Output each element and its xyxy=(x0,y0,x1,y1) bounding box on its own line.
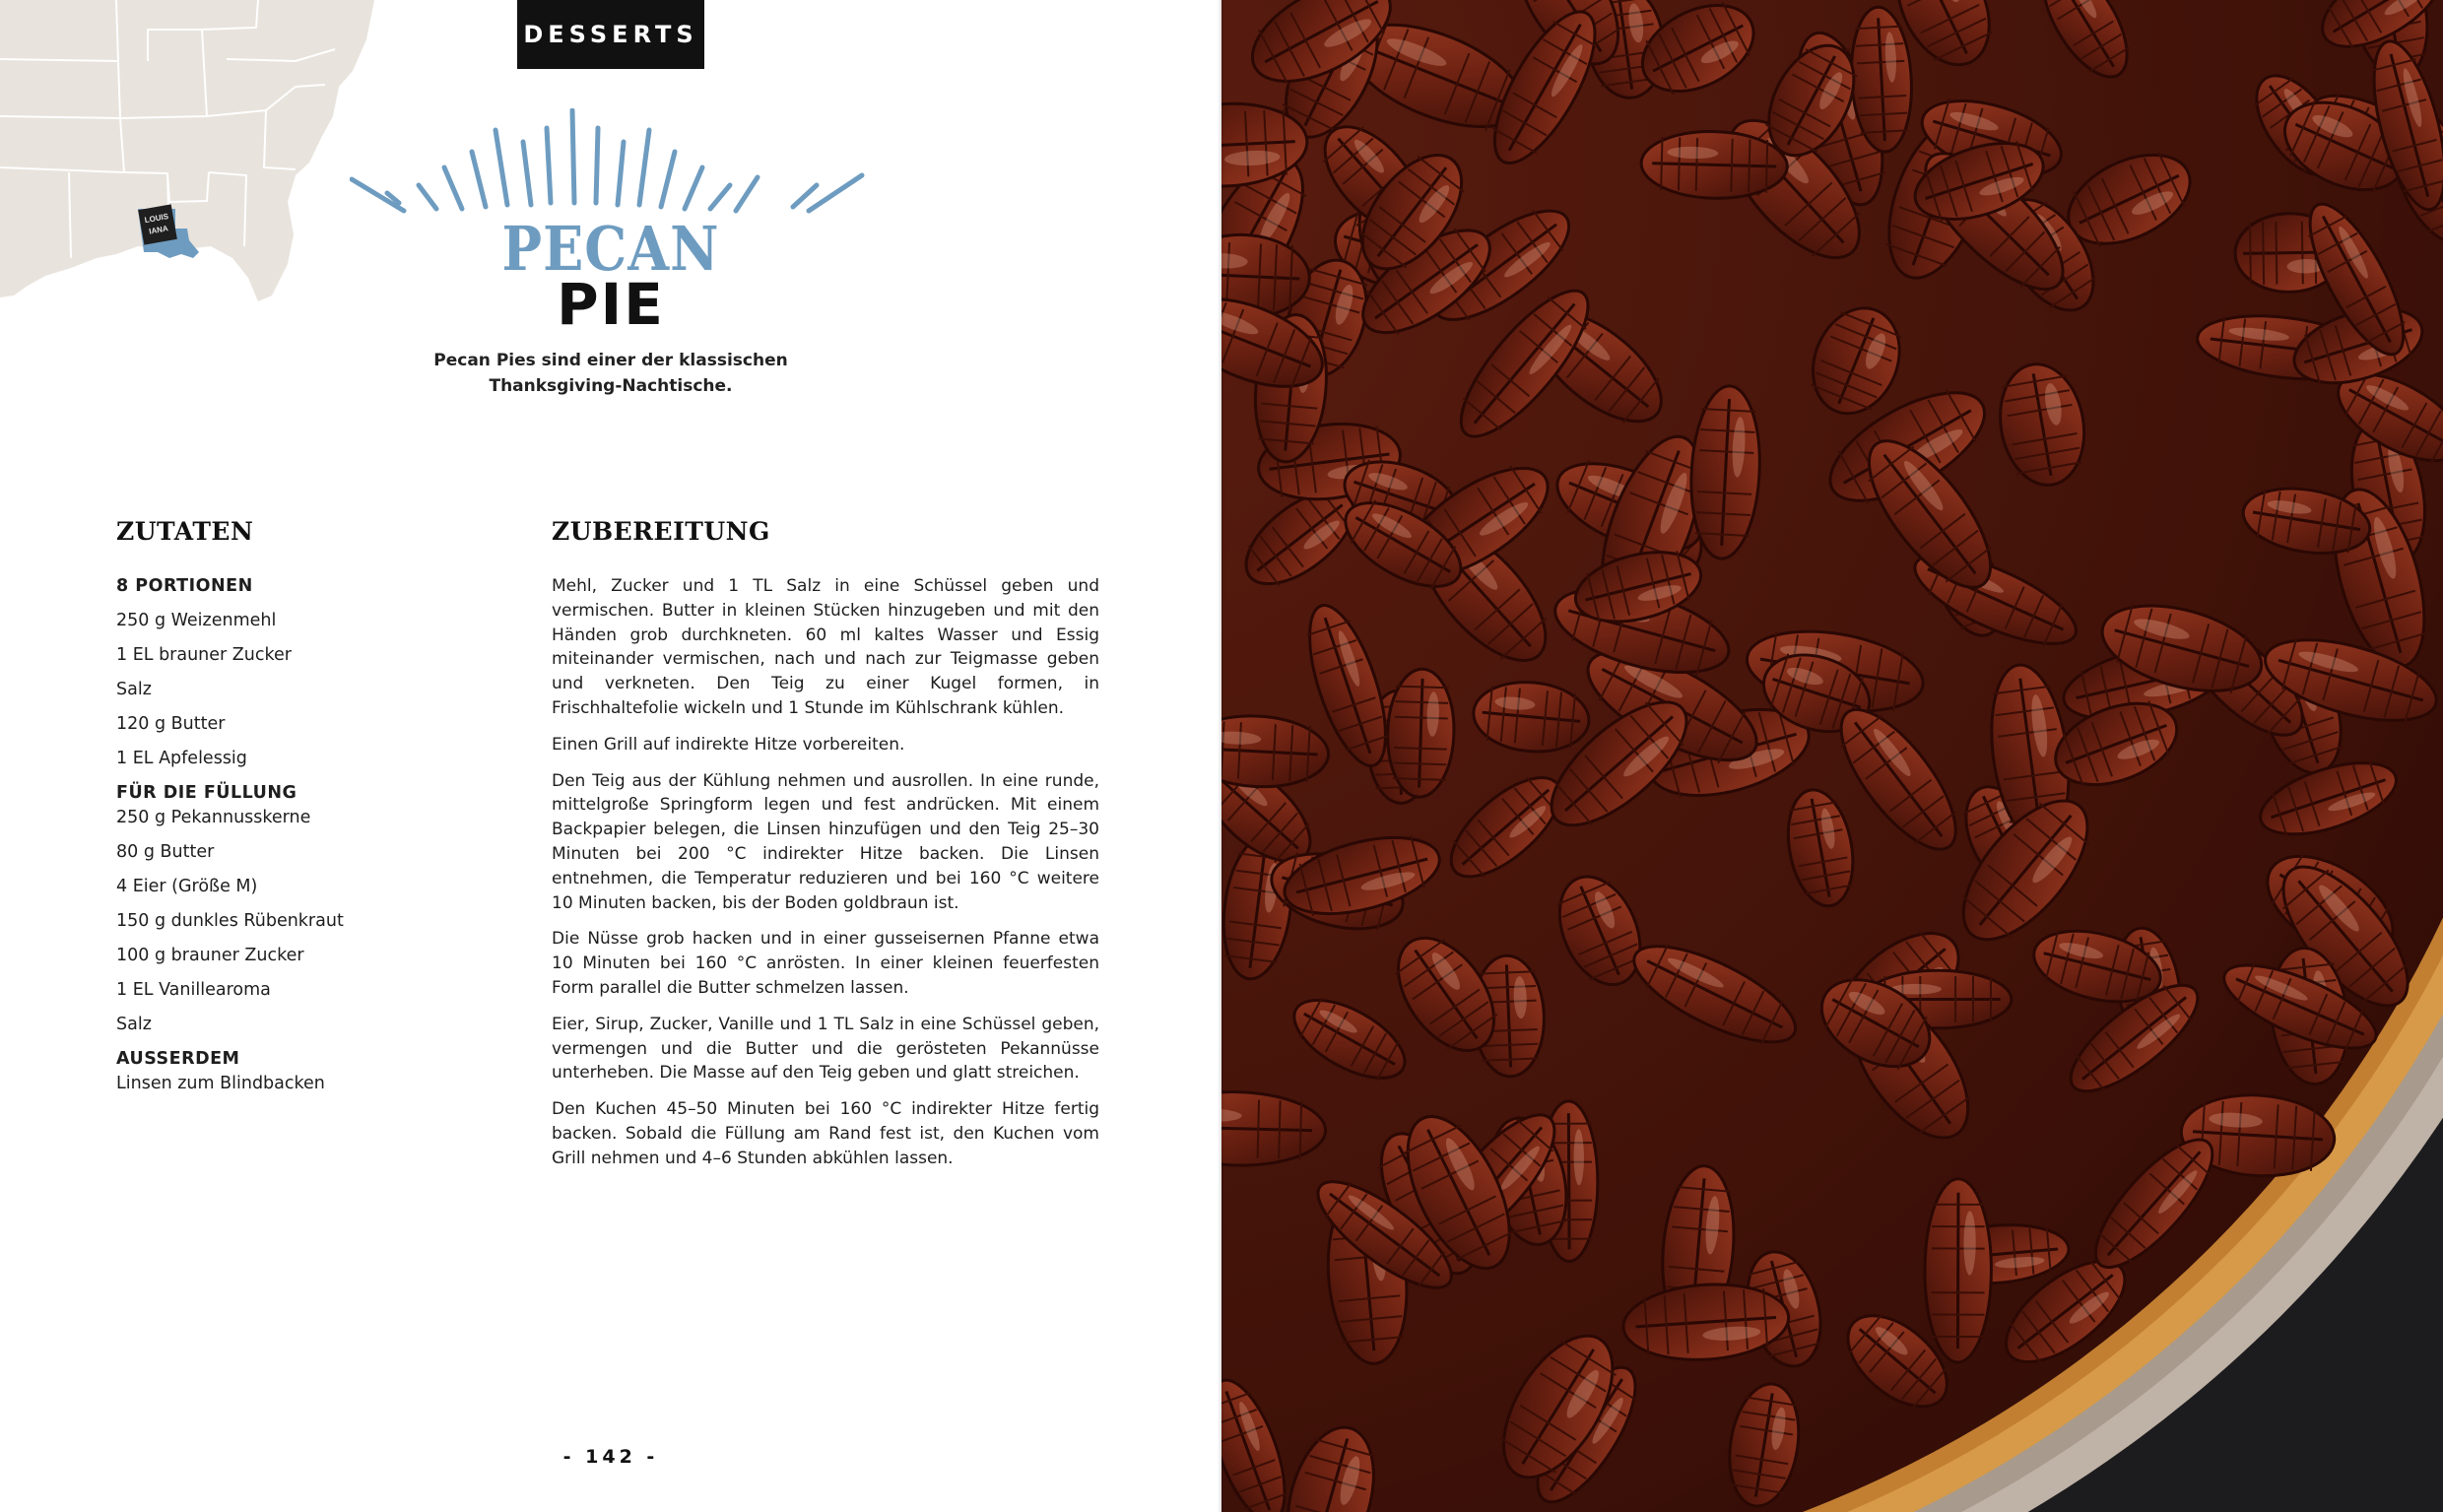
section-label: DESSERTS xyxy=(523,21,698,48)
pecan-pie-photo xyxy=(1222,0,2443,1512)
ingredient-item: Salz xyxy=(116,680,152,699)
ingredient-item: 1 EL Apfelessig xyxy=(116,749,247,768)
pie-photo-illustration xyxy=(1222,0,2443,1512)
recipe-intro xyxy=(414,348,808,399)
page-number: - 142 - xyxy=(562,1446,659,1468)
intro-line-1: Pecan Pies sind einer der klassischen xyxy=(433,351,788,370)
ingredient-item: Salz xyxy=(116,1015,152,1034)
recipe-title-line1: PECAN xyxy=(501,212,720,285)
recipe-title-line2: PIE xyxy=(557,271,665,338)
preparation-step: Die Nüsse grob hacken und in einer gusseisernen Pfanne etwa 10 Minuten bei 160 °C anrösten. In einer kleinen feuerfesten Form parallel die Butter schmelzen lassen. xyxy=(552,929,1099,998)
preparation-step: Eier, Sirup, Zucker, Vanille und 1 TL Salz in eine Schüssel geben, vermengen und die Butter und die gerösteten Pekannüsse unterheben. Die Masse auf den Teig geben und glatt streichen. xyxy=(552,1014,1099,1084)
ingredients-heading: ZUTATEN xyxy=(116,517,254,546)
ingredient-item: 80 g Butter xyxy=(116,842,215,862)
ingredient-item: 250 g Pekannusskerne xyxy=(116,808,311,827)
intro-line-2: Thanksgiving-Nachtische. xyxy=(489,376,733,396)
servings-label: 8 PORTIONEN xyxy=(116,576,253,596)
us-map-illustration xyxy=(0,0,374,305)
section-tab xyxy=(517,0,704,69)
preparation-step: Mehl, Zucker und 1 TL Salz in eine Schüssel geben und vermischen. Butter in kleinen Stücken hinzugeben und mit den Händen grob durchkneten. 60 ml kaltes Wasser und Essig miteinander vermischen, nach und nach zur Teigmasse geben und verkneten. Den Teig zu einer Kugel formen, in Frischhaltefolie wickeln und 1 Stunde im Kühlschrank kühlen. xyxy=(552,576,1099,718)
extra-title: AUSSERDEM xyxy=(116,1049,240,1069)
us-southeast-landmass xyxy=(0,0,374,301)
svg-text:LOUIS: LOUIS xyxy=(144,212,169,226)
title-sunburst-rays xyxy=(350,108,867,222)
preparation-steps xyxy=(552,574,1099,1183)
book-spine-shadow xyxy=(1218,0,1225,1512)
preparation-heading: ZUBEREITUNG xyxy=(552,517,770,546)
ingredient-item: 120 g Butter xyxy=(116,714,226,734)
ingredient-item: 4 Eier (Größe M) xyxy=(116,877,258,896)
svg-text:IANA: IANA xyxy=(148,224,169,236)
ingredient-item: 100 g brauner Zucker xyxy=(116,946,304,965)
preparation-step: Den Teig aus der Kühlung nehmen und ausrollen. In eine runde, mittelgroße Springform legen und fest andrücken. Mit einem Backpapier belegen, die Linsen hinzufügen und den Teig 25–30 Minuten bei 200 °C indirekter Hitze backen. Die Linsen entnehmen, die Temperatur reduzieren und bei 160 °C weitere 10 Minuten backen, bis der Boden goldbraun ist. xyxy=(552,770,1099,913)
pecan-half xyxy=(1925,1179,1992,1363)
ingredient-item: 1 EL Vanillearoma xyxy=(116,980,271,1000)
filling-title: FÜR DIE FÜLLUNG xyxy=(116,783,297,803)
ingredient-item: 150 g dunkles Rübenkraut xyxy=(116,911,344,931)
preparation-step: Den Kuchen 45–50 Minuten bei 160 °C indirekter Hitze fertig backen. Sobald die Füllung am Rand fest ist, den Kuchen vom Grill nehmen und 4–6 Stunden abkühlen lassen. xyxy=(552,1099,1099,1168)
ingredient-item: Linsen zum Blindbacken xyxy=(116,1074,325,1093)
preparation-step: Einen Grill auf indirekte Hitze vorbereiten. xyxy=(552,734,905,755)
ingredient-item: 1 EL brauner Zucker xyxy=(116,645,292,665)
ingredients-list xyxy=(116,576,471,1107)
ingredient-item: 250 g Weizenmehl xyxy=(116,611,277,630)
